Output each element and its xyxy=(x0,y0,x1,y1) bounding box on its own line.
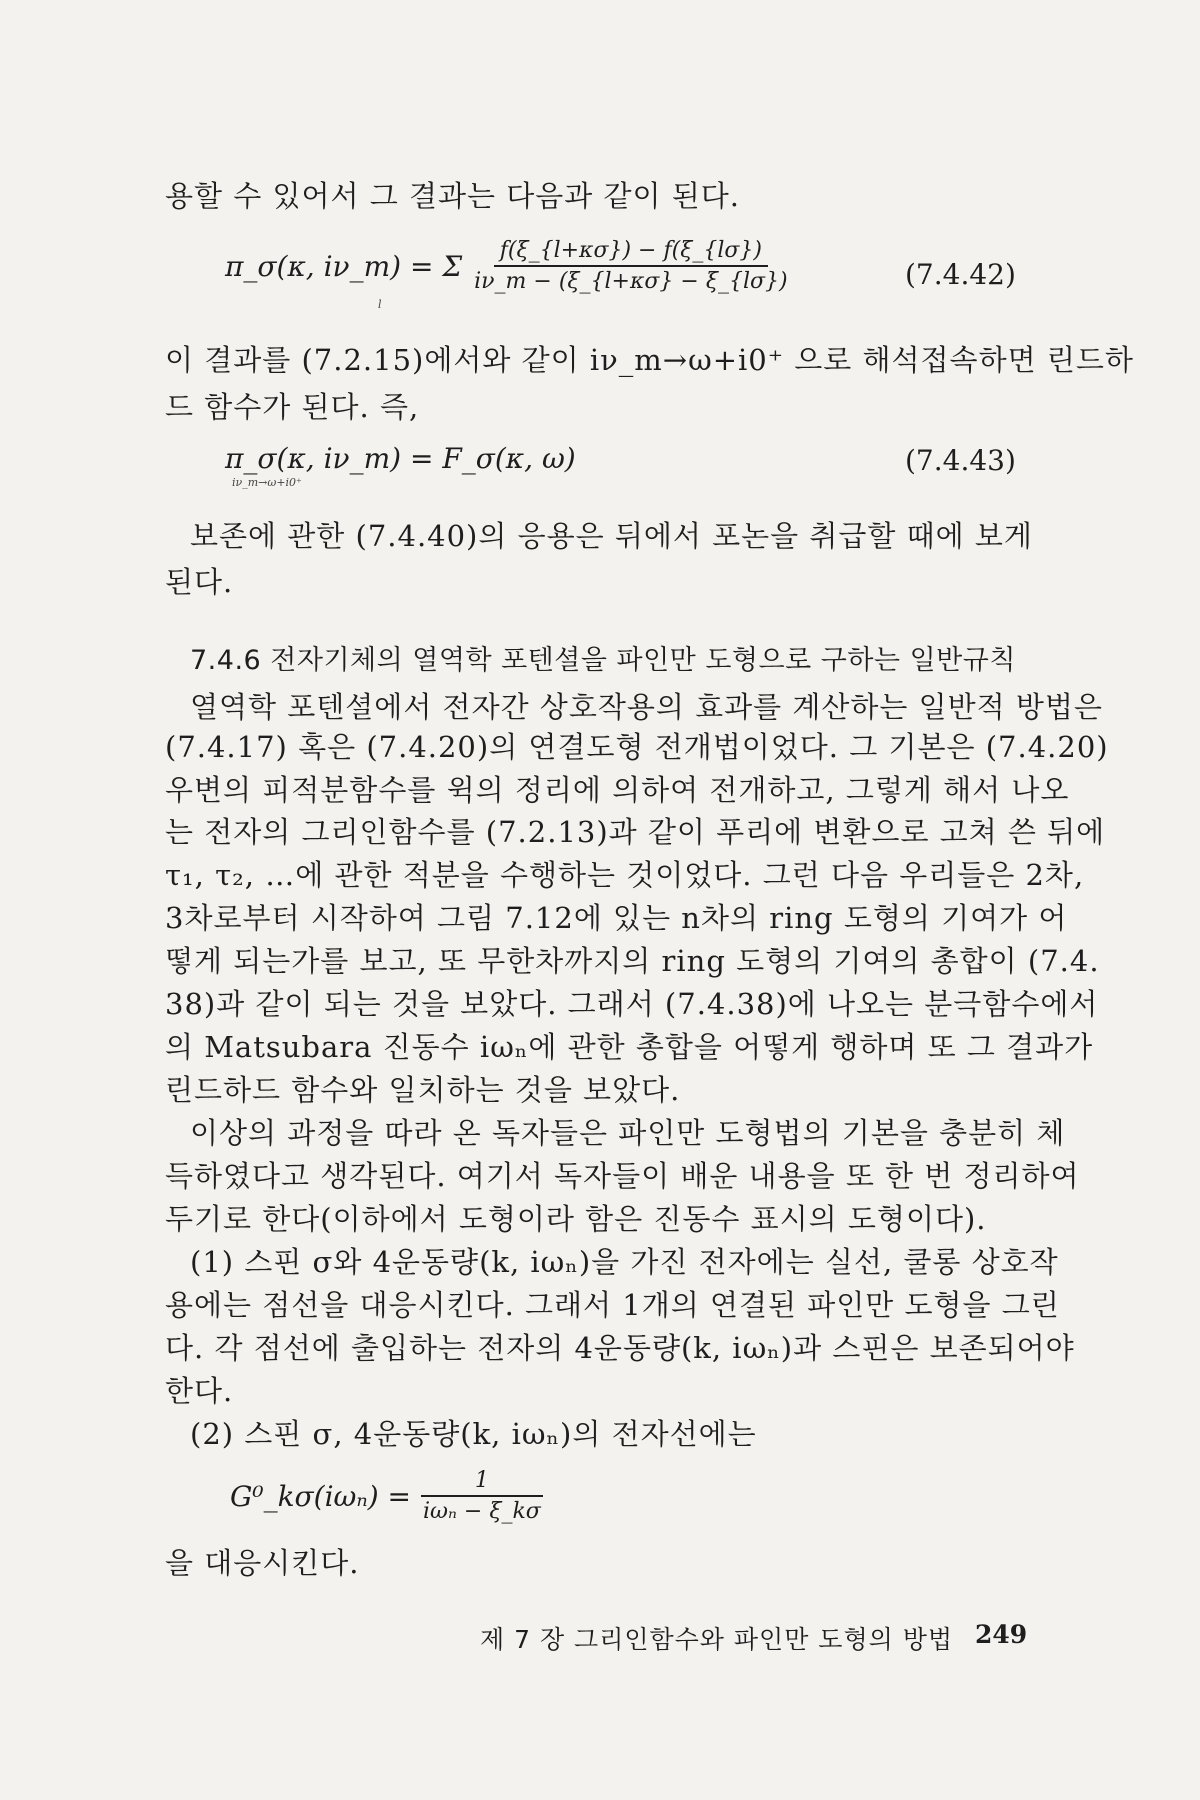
page-number: 249 xyxy=(975,1620,1028,1649)
text-line: 다. 각 점선에 출입하는 전자의 4운동량(k, iωₙ)과 스핀은 보존되어야 xyxy=(165,1331,1075,1365)
equation-number: (7.4.42) xyxy=(905,258,1016,291)
text-line: 3차로부터 시작하여 그림 7.12에 있는 n차의 ring 도형의 기여가 어 xyxy=(165,901,1068,935)
text-line: 우변의 피적분함수를 윅의 정리에 의하여 전개하고, 그렇게 해서 나오 xyxy=(165,773,1070,807)
text-line: 용할 수 있어서 그 결과는 다음과 같이 된다. xyxy=(165,179,740,213)
equation-fraction xyxy=(417,1468,547,1524)
running-footer: 제 7 장 그리인함수와 파인만 도형의 방법 xyxy=(480,1625,953,1654)
text-line: 을 대응시킨다. xyxy=(165,1546,360,1580)
text-line: 보존에 관한 (7.4.40)의 응용은 뒤에서 포논을 취급할 때에 보게 xyxy=(190,519,1033,553)
equation-7-4-42 xyxy=(225,238,800,294)
text-line: 이 결과를 (7.2.15)에서와 같이 iν_m→ω+i0⁺ 으로 해석접속하면 린드하 xyxy=(165,343,1134,377)
text-line: 린드하드 함수와 일치하는 것을 보았다. xyxy=(165,1073,681,1107)
equation-fraction xyxy=(468,238,793,294)
text-line: 이상의 과정을 따라 온 독자들은 파인만 도형법의 기본을 충분히 체 xyxy=(190,1116,1066,1150)
fraction-numerator: f(ξ_{l+κσ}) − f(ξ_{lσ}) xyxy=(494,238,768,267)
equation-7-4-43 xyxy=(225,442,576,475)
text-line: 는 전자의 그리인함수를 (7.2.13)과 같이 푸리에 변환으로 고쳐 쓴 뒤에 xyxy=(165,815,1106,849)
text-line: 떻게 되는가를 보고, 또 무한차까지의 ring 도형의 기여의 총합이 (7.4. xyxy=(165,944,1100,978)
section-heading: 7.4.6 전자기체의 열역학 포텐셜을 파인만 도형으로 구하는 일반규칙 xyxy=(190,645,1016,676)
text-line: 38)과 같이 되는 것을 보았다. 그래서 (7.4.38)에 나오는 분극함수에서 xyxy=(165,987,1099,1021)
text-line: (2) 스핀 σ, 4운동량(k, iωₙ)의 전자선에는 xyxy=(190,1417,757,1451)
text-line: 용에는 점선을 대응시킨다. 그래서 1개의 연결된 파인만 도형을 그린 xyxy=(165,1288,1060,1322)
text-line: 열역학 포텐셜에서 전자간 상호작용의 효과를 계산하는 일반적 방법은 xyxy=(190,690,1103,724)
text-line: (7.4.17) 혹은 (7.4.20)의 연결도형 전개법이었다. 그 기본은 (7.4.20) xyxy=(165,730,1109,764)
fraction-denominator: iν_m − (ξ_{l+κσ} − ξ_{lσ}) xyxy=(474,269,788,294)
equation-number: (7.4.43) xyxy=(905,444,1016,477)
equation-lhs: π_σ(κ, iν_m) = Σ xyxy=(225,249,463,283)
equation-body: π_σ(κ, iν_m) = F_σ(κ, ω) xyxy=(225,442,576,475)
equation-green-function xyxy=(230,1468,553,1524)
text-line: 득하였다고 생각된다. 여기서 독자들이 배운 내용을 또 한 번 정리하여 xyxy=(165,1159,1080,1193)
equation-lhs: G⁰_kσ(iωₙ) = xyxy=(230,1479,412,1513)
sum-index: l xyxy=(378,298,382,311)
text-line: 의 Matsubara 진동수 iωₙ에 관한 총합을 어떻게 행하며 또 그 결과가 xyxy=(165,1030,1094,1064)
text-line: (1) 스핀 σ와 4운동량(k, iωₙ)을 가진 전자에는 실선, 쿨롱 상호작 xyxy=(190,1245,1059,1279)
text-line: 한다. xyxy=(165,1374,234,1408)
text-line: 드 함수가 된다. 즉, xyxy=(165,390,420,424)
equation-substitution: iν_m→ω+i0⁺ xyxy=(232,476,302,489)
text-line: 두기로 한다(이하에서 도형이라 함은 진동수 표시의 도형이다). xyxy=(165,1202,987,1236)
text-line: τ₁, τ₂, …에 관한 적분을 수행하는 것이었다. 그런 다음 우리들은 2차, xyxy=(165,858,1085,892)
fraction-numerator: 1 xyxy=(421,1468,543,1497)
fraction-denominator: iωₙ − ξ_kσ xyxy=(423,1499,541,1524)
text-line: 된다. xyxy=(165,565,234,599)
